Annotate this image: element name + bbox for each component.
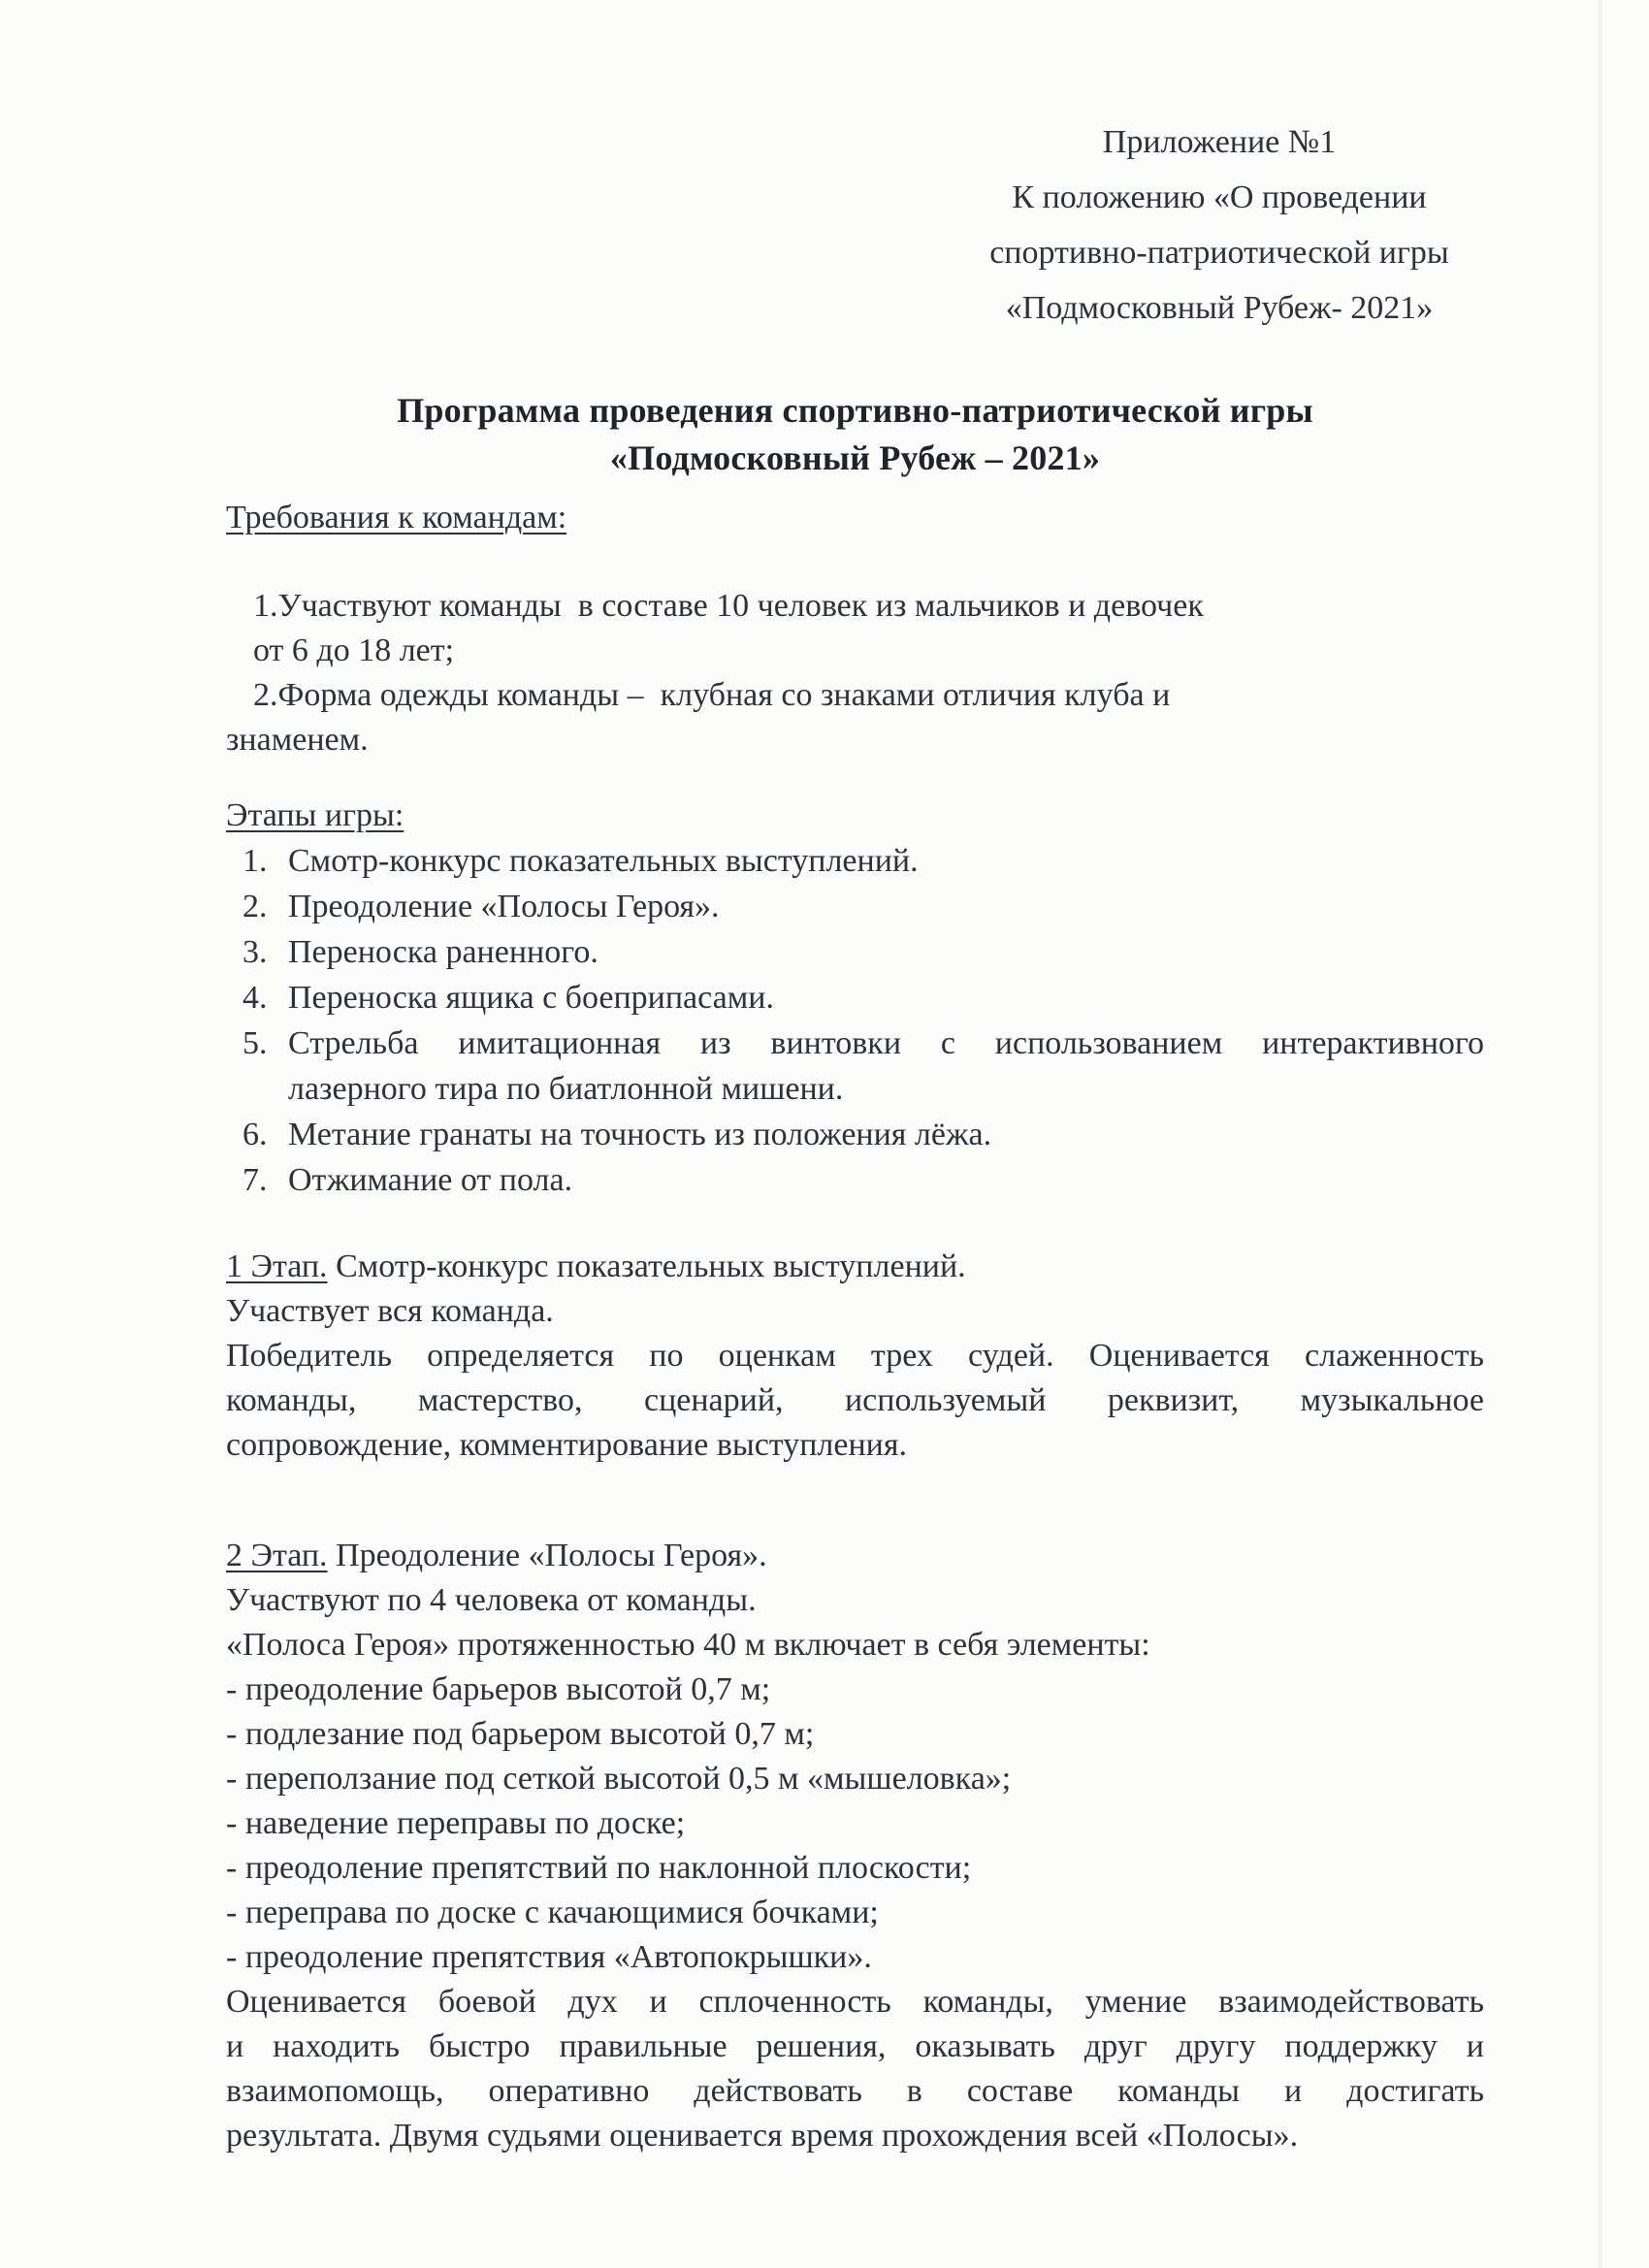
stage-1-label: 1 Этап. bbox=[226, 1248, 328, 1284]
stages-heading bbox=[226, 794, 1484, 838]
annex-line-3: спортивно-патриотической игры bbox=[989, 235, 1449, 271]
stage-item-number: 7. bbox=[242, 1162, 268, 1198]
stage-2-element: - преодоление препятствия «Автопокрышки». bbox=[226, 1939, 872, 1975]
stage-1-title bbox=[226, 1245, 1484, 1289]
stage-2-element: - преодоление препятствий по наклонной плоскости; bbox=[226, 1850, 972, 1886]
stage-item-number: 6. bbox=[242, 1117, 268, 1152]
stage-item-text: Смотр-конкурс показательных выступлений. bbox=[288, 843, 919, 879]
stage-2-element: - переправа по доске с качающимися бочками; bbox=[226, 1895, 879, 1930]
stage-list-item-2 bbox=[226, 884, 1484, 929]
stage-2-element: - переползание под сеткой высотой 0,5 м «мышеловка»; bbox=[226, 1761, 1012, 1797]
requirement-line-3: 2.Форма одежды команды – клубная со знаками отличия клуба и bbox=[253, 677, 1171, 713]
stages-heading-text: Этапы игры: bbox=[226, 797, 404, 833]
stage-item-number: 1. bbox=[242, 843, 268, 879]
annex-line-2: К положению «О проведении bbox=[1012, 179, 1427, 215]
stage-2-title bbox=[226, 1534, 1484, 1578]
annex-reference-block bbox=[943, 114, 1496, 336]
stage-1-paragraph-line: команды, мастерство, сценарий, используемый реквизит, музыкальное bbox=[226, 1382, 1484, 1418]
document-title-line-1: Программа проведения спортивно-патриотической игры bbox=[397, 391, 1313, 430]
stage-2-element: - наведение переправы по доске; bbox=[226, 1805, 686, 1841]
stage-item-number: 3. bbox=[242, 934, 268, 970]
stage-1-participants: Участвует вся команда. bbox=[226, 1293, 554, 1329]
stage-2-title-text: Преодоление «Полосы Героя». bbox=[327, 1538, 767, 1573]
requirements-heading bbox=[226, 496, 1484, 540]
stage-2-paragraph-line: взаимопомощь, оперативно действовать в составе команды и достигать bbox=[226, 2073, 1484, 2109]
scan-edge-artifact bbox=[1598, 0, 1602, 2268]
document-title-line-2: «Подмосковный Рубеж – 2021» bbox=[609, 438, 1101, 477]
stage-item-text: Преодоление «Полосы Героя». bbox=[288, 889, 720, 924]
stage-item-number: 4. bbox=[242, 980, 268, 1016]
stage-list-item-3 bbox=[226, 929, 1484, 975]
stage-2-paragraph-line: и находить быстро правильные решения, оказывать друг другу поддержку и bbox=[226, 2028, 1484, 2064]
stage-item-text: Отжимание от пола. bbox=[288, 1162, 573, 1198]
stage-2-element: - преодоление барьеров высотой 0,7 м; bbox=[226, 1671, 771, 1707]
stage-1-paragraph-line: сопровождение, комментирование выступления. bbox=[226, 1427, 907, 1463]
stage-list-item-6 bbox=[226, 1112, 1484, 1157]
stage-1-title-text: Смотр-конкурс показательных выступлений. bbox=[327, 1248, 966, 1284]
stage-2-paragraph-line: Оценивается боевой дух и сплоченность команды, умение взаимодействовать bbox=[226, 1984, 1484, 2020]
requirements-list bbox=[226, 584, 1484, 762]
stage-2-participants: Участвуют по 4 человека от команды. bbox=[226, 1582, 757, 1618]
stage-list-item-1 bbox=[226, 838, 1484, 884]
requirement-line-2: от 6 до 18 лет; bbox=[253, 632, 455, 668]
stage-list-item-5 bbox=[226, 1021, 1484, 1112]
stage-2-element: - подлезание под барьером высотой 0,7 м; bbox=[226, 1716, 815, 1752]
requirement-line-1: 1.Участвуют команды в составе 10 человек из мальчиков и девочек bbox=[253, 588, 1204, 624]
stage-list-item-7 bbox=[226, 1157, 1484, 1203]
stage-item-text: Метание гранаты на точность из положения лёжа. bbox=[288, 1117, 992, 1152]
stage-item-number: 5. bbox=[242, 1025, 268, 1061]
annex-line-1: Приложение №1 bbox=[1102, 124, 1337, 160]
stage-2-intro: «Полоса Героя» протяженностью 40 м включает в себя элементы: bbox=[226, 1627, 1150, 1663]
requirement-line-4: знаменем. bbox=[226, 722, 369, 758]
stage-item-5-line-1: Стрельба имитационная из винтовки с использованием интерактивного bbox=[288, 1025, 1484, 1061]
stage-2-paragraph-line: результата. Двумя судьями оценивается время прохождения всей «Полосы». bbox=[226, 2118, 1299, 2154]
stage-2-label: 2 Этап. bbox=[226, 1538, 328, 1573]
document-title bbox=[226, 387, 1484, 482]
stage-list-item-4 bbox=[226, 975, 1484, 1021]
annex-line-4: «Подмосковный Рубеж- 2021» bbox=[1005, 290, 1434, 326]
stage-1-section bbox=[226, 1245, 1484, 1468]
stage-item-text: Переноска ящика с боеприпасами. bbox=[288, 980, 774, 1016]
stage-2-section bbox=[226, 1534, 1484, 2158]
stages-list bbox=[226, 838, 1484, 1203]
stage-item-5-line-2: лазерного тира по биатлонной мишени. bbox=[288, 1071, 844, 1107]
stage-item-text: Переноска раненного. bbox=[288, 934, 598, 970]
requirements-heading-text: Требования к командам: bbox=[226, 500, 567, 535]
stage-item-text bbox=[288, 1021, 1484, 1112]
stage-1-paragraph-line: Победитель определяется по оценкам трех судей. Оценивается слаженность bbox=[226, 1338, 1484, 1374]
stage-item-number: 2. bbox=[242, 889, 268, 924]
